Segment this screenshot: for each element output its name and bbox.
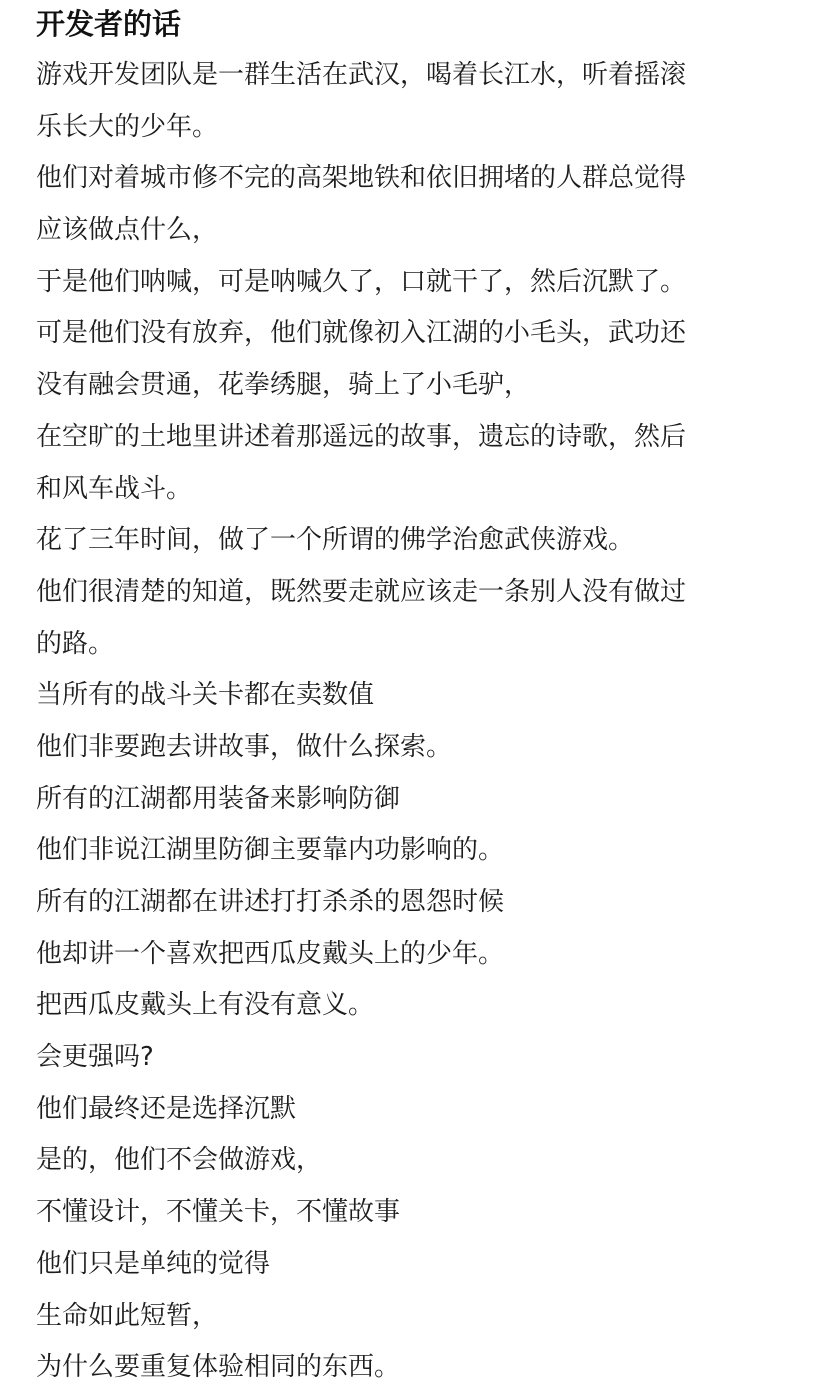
text-line: 应该做点什么， bbox=[36, 215, 219, 246]
text-line: 不懂设计，不懂关卡，不懂故事 bbox=[36, 1197, 401, 1228]
text-line: 他们对着城市修不完的高架地铁和依旧拥堵的人群总觉得 bbox=[36, 163, 687, 194]
text-line: 和风车战斗。 bbox=[36, 473, 193, 504]
text-line: 他却讲一个喜欢把西瓜皮戴头上的少年。 bbox=[36, 938, 505, 969]
text-line: 为什么要重复体验相同的东西。 bbox=[36, 1352, 401, 1383]
page-title: 开发者的话 bbox=[36, 7, 182, 41]
text-line: 生命如此短暂， bbox=[36, 1300, 219, 1331]
text-line: 是的，他们不会做游戏， bbox=[36, 1145, 323, 1176]
text-line: 他们很清楚的知道，既然要走就应该走一条别人没有做过 bbox=[36, 576, 687, 607]
text-line: 把西瓜皮戴头上有没有意义。 bbox=[36, 990, 375, 1021]
text-line: 他们非要跑去讲故事，做什么探索。 bbox=[36, 731, 453, 762]
text-line: 他们非说江湖里防御主要靠内功影响的。 bbox=[36, 835, 505, 866]
body-text bbox=[36, 50, 806, 1394]
text-line: 所有的江湖都在讲述打打杀杀的恩怨时候 bbox=[36, 887, 505, 917]
text-line: 可是他们没有放弃，他们就像初入江湖的小毛头，武功还 bbox=[36, 318, 687, 349]
text-line: 他们只是单纯的觉得 bbox=[36, 1248, 271, 1279]
text-line: 当所有的战斗关卡都在卖数值 bbox=[36, 680, 375, 711]
text-line: 在空旷的土地里讲述着那遥远的故事，遗忘的诗歌，然后 bbox=[36, 421, 687, 452]
text-line: 乐长大的少年。 bbox=[36, 111, 219, 142]
text-line: 所有的江湖都用装备来影响防御 bbox=[36, 783, 401, 814]
text-line: 游戏开发团队是一群生活在武汉，喝着长江水，听着摇滚 bbox=[36, 60, 687, 90]
text-line: 花了三年时间，做了一个所谓的佛学治愈武侠游戏。 bbox=[36, 525, 635, 556]
text-line: 没有融会贯通，花拳绣腿，骑上了小毛驴， bbox=[36, 370, 531, 401]
text-line: 于是他们呐喊，可是呐喊久了，口就干了，然后沉默了。 bbox=[36, 266, 687, 297]
developer-note bbox=[36, 0, 806, 1394]
text-line: 会更强吗? bbox=[36, 1042, 154, 1073]
text-line: 他们最终还是选择沉默 bbox=[36, 1093, 297, 1124]
text-line: 的路。 bbox=[36, 628, 115, 659]
